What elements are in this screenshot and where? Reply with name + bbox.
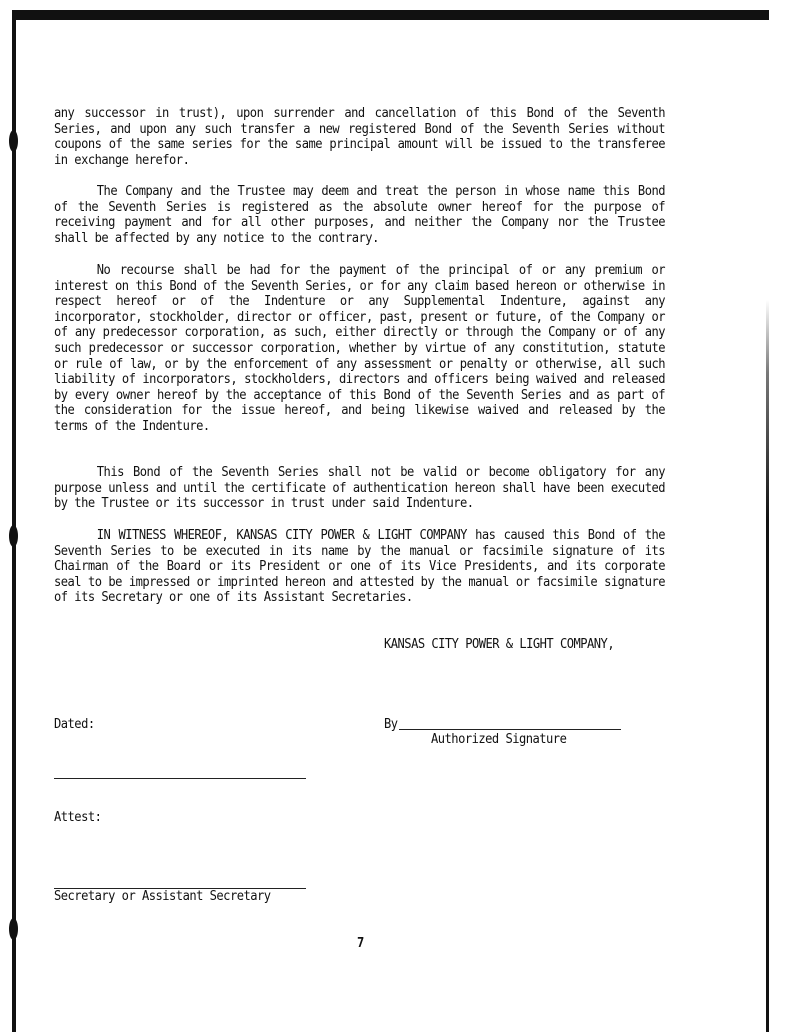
signature-line[interactable] — [399, 729, 621, 730]
scan-right-border — [766, 300, 769, 1032]
scan-left-border — [12, 10, 16, 1032]
paragraph-ownership — [54, 184, 665, 246]
binding-hole-mark — [9, 525, 18, 547]
paragraph-text: any successor in trust), upon surrender and cancellation of this Bond of the Seventh Series, and upon any such transfer a new registered Bond of the Seventh Series without coupons of the same series for the same principal amount will be issued to the transferee in exchange herefor. — [54, 106, 666, 168]
paragraph-in-witness — [54, 528, 665, 606]
paragraph-text: This Bond of the Seventh Series shall not be valid or become obligatory for any purpose unless and until the certificate of authentication hereon shall have been executed by the Trustee or its successor in trust under said Indenture. — [54, 465, 666, 512]
binding-hole-mark — [9, 130, 18, 152]
binding-hole-mark — [9, 918, 18, 940]
dated-label: Dated: — [54, 717, 95, 732]
secretary-label: Secretary or Assistant Secretary — [54, 889, 271, 904]
paragraph-text: IN WITNESS WHEREOF, KANSAS CITY POWER & LIGHT COMPANY has caused this Bond of the Seventh Series to be executed in its name by the manual or facsimile signature of its Chairman of the Board or its President or one of its Vice Presidents, and its corporate seal to be impressed or imprinted hereon and attested by the manual or facsimile signature of its Secretary or one of its Assistant Secretaries. — [54, 528, 666, 606]
company-name: KANSAS CITY POWER & LIGHT COMPANY, — [384, 637, 615, 652]
authorized-signature-label: Authorized Signature — [431, 732, 567, 747]
paragraph-no-recourse — [54, 263, 665, 435]
paragraph-transfer — [54, 106, 665, 168]
attest-label: Attest: — [54, 810, 102, 825]
scan-top-border — [12, 10, 769, 20]
paragraph-text: No recourse shall be had for the payment of the principal of or any premium or interest on this Bond of the Seventh Series, or for any claim based hereon or otherwise in respect hereof or of the Indenture or any Supplemental Indenture, against any incorporator, stockholder, director or officer, past, present or future, of the Company or of any predecessor corporation, as such, either directly or through the Company or of any such predecessor or successor corporation, whether by virtue of any constitution, statute or rule of law, or by the enforcement of any assessment or penalty or otherwise, all such liability of incorporators, stockholders, directors and officers being waived and released by every owner hereof by the acceptance of this Bond of the Seventh Series and as part of the consideration for the issue hereof, and being likewise waived and released by the terms of the Indenture. — [54, 263, 666, 434]
paragraph-validity — [54, 465, 665, 512]
paragraph-text: The Company and the Trustee may deem and treat the person in whose name this Bond of the Seventh Series is registered as the absolute owner hereof for the purpose of receiving payment and for all other purposes, and neither the Company nor the Trustee shall be affected by any notice to the contrary. — [54, 184, 666, 246]
date-line[interactable] — [54, 778, 306, 779]
page-number: 7 — [357, 936, 364, 951]
by-label: By — [384, 717, 398, 732]
